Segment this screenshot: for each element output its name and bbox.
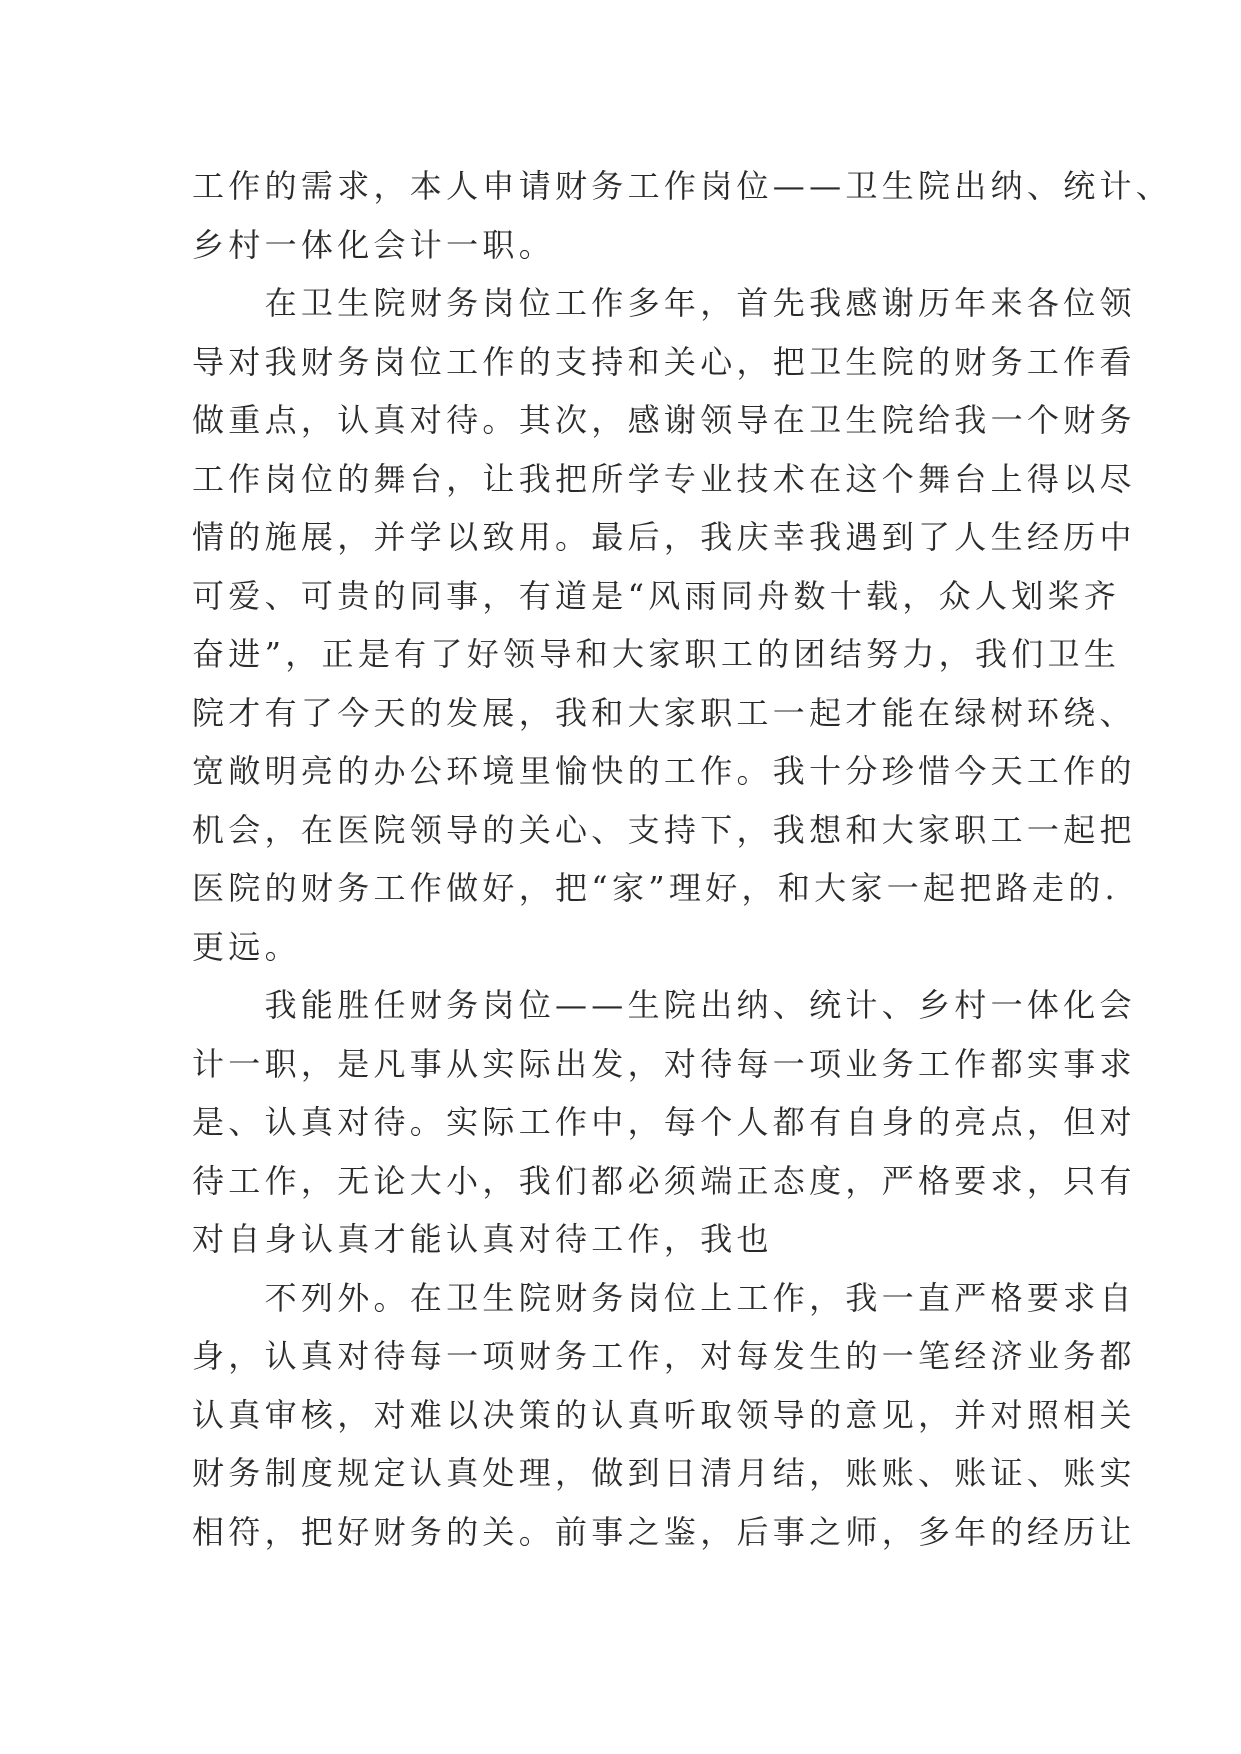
document-body — [192, 157, 1192, 1561]
text-line: 导对我财务岗位工作的支持和关心，把卫生院的财务工作看 — [192, 342, 1136, 381]
text-line: 计一职，是凡事从实际出发，对待每一项业务工作都实事求 — [192, 1044, 1136, 1083]
text-line: 认真审核，对难以决策的认真听取领导的意见，并对照相关 — [192, 1395, 1136, 1434]
paragraph-1 — [192, 157, 1192, 274]
text-line: 是、认真对待。实际工作中，每个人都有自身的亮点，但对 — [192, 1103, 1136, 1141]
text-line: 乡村一体化会计一职。 — [192, 225, 556, 264]
text-line: 相符，把好财务的关。前事之鉴，后事之师，多年的经历让 — [192, 1512, 1136, 1551]
text-line: 工作岗位的舞台，让我把所学专业技术在这个舞台上得以尽 — [192, 459, 1136, 498]
text-line: 对自身认真才能认真对待工作，我也 — [192, 1220, 773, 1258]
text-line: 我能胜任财务岗位——生院出纳、统计、乡村一体化会 — [192, 986, 1136, 1024]
text-line: 机会，在医院领导的关心、支持下，我想和大家职工一起把 — [192, 810, 1136, 849]
paragraph-3 — [192, 976, 1192, 1269]
text-line: 待工作，无论大小，我们都必须端正态度，严格要求，只有 — [192, 1161, 1136, 1200]
paragraph-4 — [192, 1269, 1192, 1562]
text-line: 做重点，认真对待。其次，感谢领导在卫生院给我一个财务 — [192, 401, 1136, 439]
paragraph-2 — [192, 274, 1192, 976]
text-line: 医院的财务工作做好，把“家”理好，和大家一起把路走的. — [192, 869, 1119, 907]
text-line: 财务制度规定认真处理，做到日清月结，账账、账证、账实 — [192, 1454, 1136, 1492]
text-line: 可爱、可贵的同事，有道是“风雨同舟数十载，众人划桨齐 — [192, 576, 1121, 615]
text-line: 宽敞明亮的办公环境里愉快的工作。我十分珍惜今天工作的 — [192, 752, 1136, 790]
text-line: 奋进”，正是有了好领导和大家职工的团结努力，我们卫生 — [192, 635, 1121, 673]
text-line: 在卫生院财务岗位工作多年，首先我感谢历年来各位领 — [192, 284, 1136, 322]
text-line: 更远。 — [192, 927, 301, 966]
text-line: 院才有了今天的发展，我和大家职工一起才能在绿树环绕、 — [192, 693, 1136, 732]
text-line: 身，认真对待每一项财务工作，对每发生的一笔经济业务都 — [192, 1337, 1136, 1375]
text-line: 情的施展，并学以致用。最后，我庆幸我遇到了人生经历中 — [192, 518, 1136, 556]
text-line: 工作的需求，本人申请财务工作岗位——卫生院出纳、统计、 — [192, 167, 1173, 205]
text-line: 不列外。在卫生院财务岗位上工作，我一直严格要求自 — [192, 1278, 1136, 1317]
